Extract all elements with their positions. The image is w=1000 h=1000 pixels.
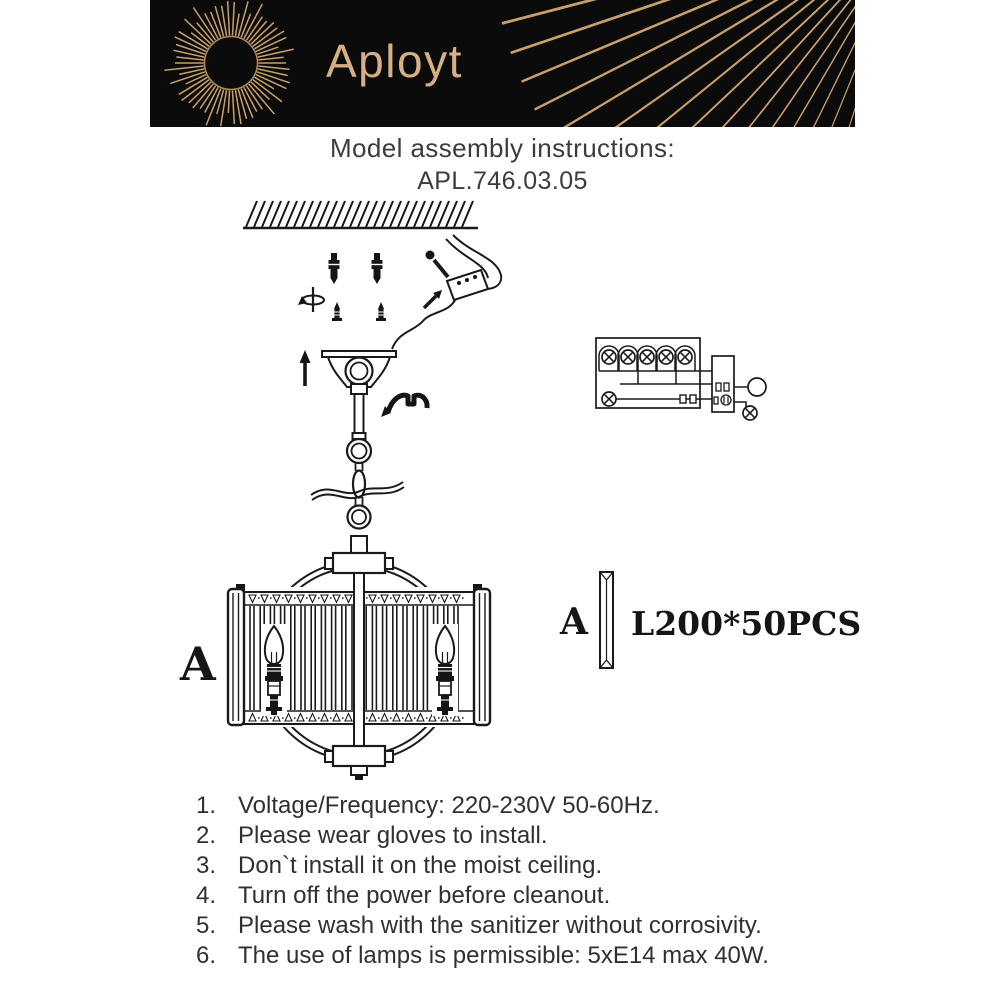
item-text: Voltage/Frequency: 220-230V 50-60Hz. [238,792,660,819]
anchor-icon [372,253,383,284]
lift-arrow-icon [300,350,311,386]
center-rod [354,573,364,748]
top-hub [325,553,393,573]
brand-name: Aployt [326,34,463,87]
item-number: 2. [196,822,217,849]
power-wire [311,482,404,500]
wire-connector [392,235,501,349]
lamp-symbol-icon [602,392,616,406]
item-text: Please wash with the sanitizer without corrosivity. [238,912,762,939]
item-number: 3. [196,852,217,879]
instruction-item [196,881,769,911]
bottom-hub [325,746,393,780]
crystal-rod-part [600,572,613,668]
screw-icon [332,302,342,321]
instruction-item [196,911,769,941]
lamp-symbol-icon [659,350,673,364]
item-text: Don`t install it on the moist ceiling. [238,852,603,879]
instruction-item [196,851,769,881]
lamp-symbol-icon [743,406,757,420]
lamp-symbol-icon [640,350,654,364]
item-number: 5. [196,912,217,939]
ceiling-canopy [322,351,396,439]
hook-tool-icon [381,395,427,417]
rotate-symbol-icon [298,287,324,312]
anchor-icon [329,253,340,284]
part-spec-label: L200*50PCS [631,604,862,643]
ceiling-hatch [243,201,478,228]
mounting-screws [332,302,386,321]
bulb-icon [432,624,458,716]
bulb-icon [261,624,287,716]
part-ref-right-label: A [560,601,588,643]
instruction-list [196,791,769,971]
instruction-item [196,821,769,851]
lamp-symbol-icon [602,350,616,364]
page-title: Model assembly instructions: [330,133,675,163]
model-number: APL.746.03.05 [417,167,588,195]
item-number: 6. [196,942,217,969]
anchor-bolts [329,253,383,284]
item-text: The use of lamps is permissible: 5xE14 max 40W. [238,942,769,969]
lamp-symbol-icon [621,350,635,364]
item-text: Please wear gloves to install. [238,822,548,849]
item-text: Turn off the power before cleanout. [238,882,611,909]
item-number: 4. [196,882,217,909]
lamp-symbol-icon [678,350,692,364]
instruction-item [196,941,769,971]
screw-icon [376,302,386,321]
item-number: 1. [196,792,217,819]
wiring-diagram [596,338,766,420]
instruction-item [196,791,769,821]
screwdriver-icon [426,251,449,278]
part-ref-left-label: A [180,637,216,691]
insert-arrow-icon [424,290,442,308]
